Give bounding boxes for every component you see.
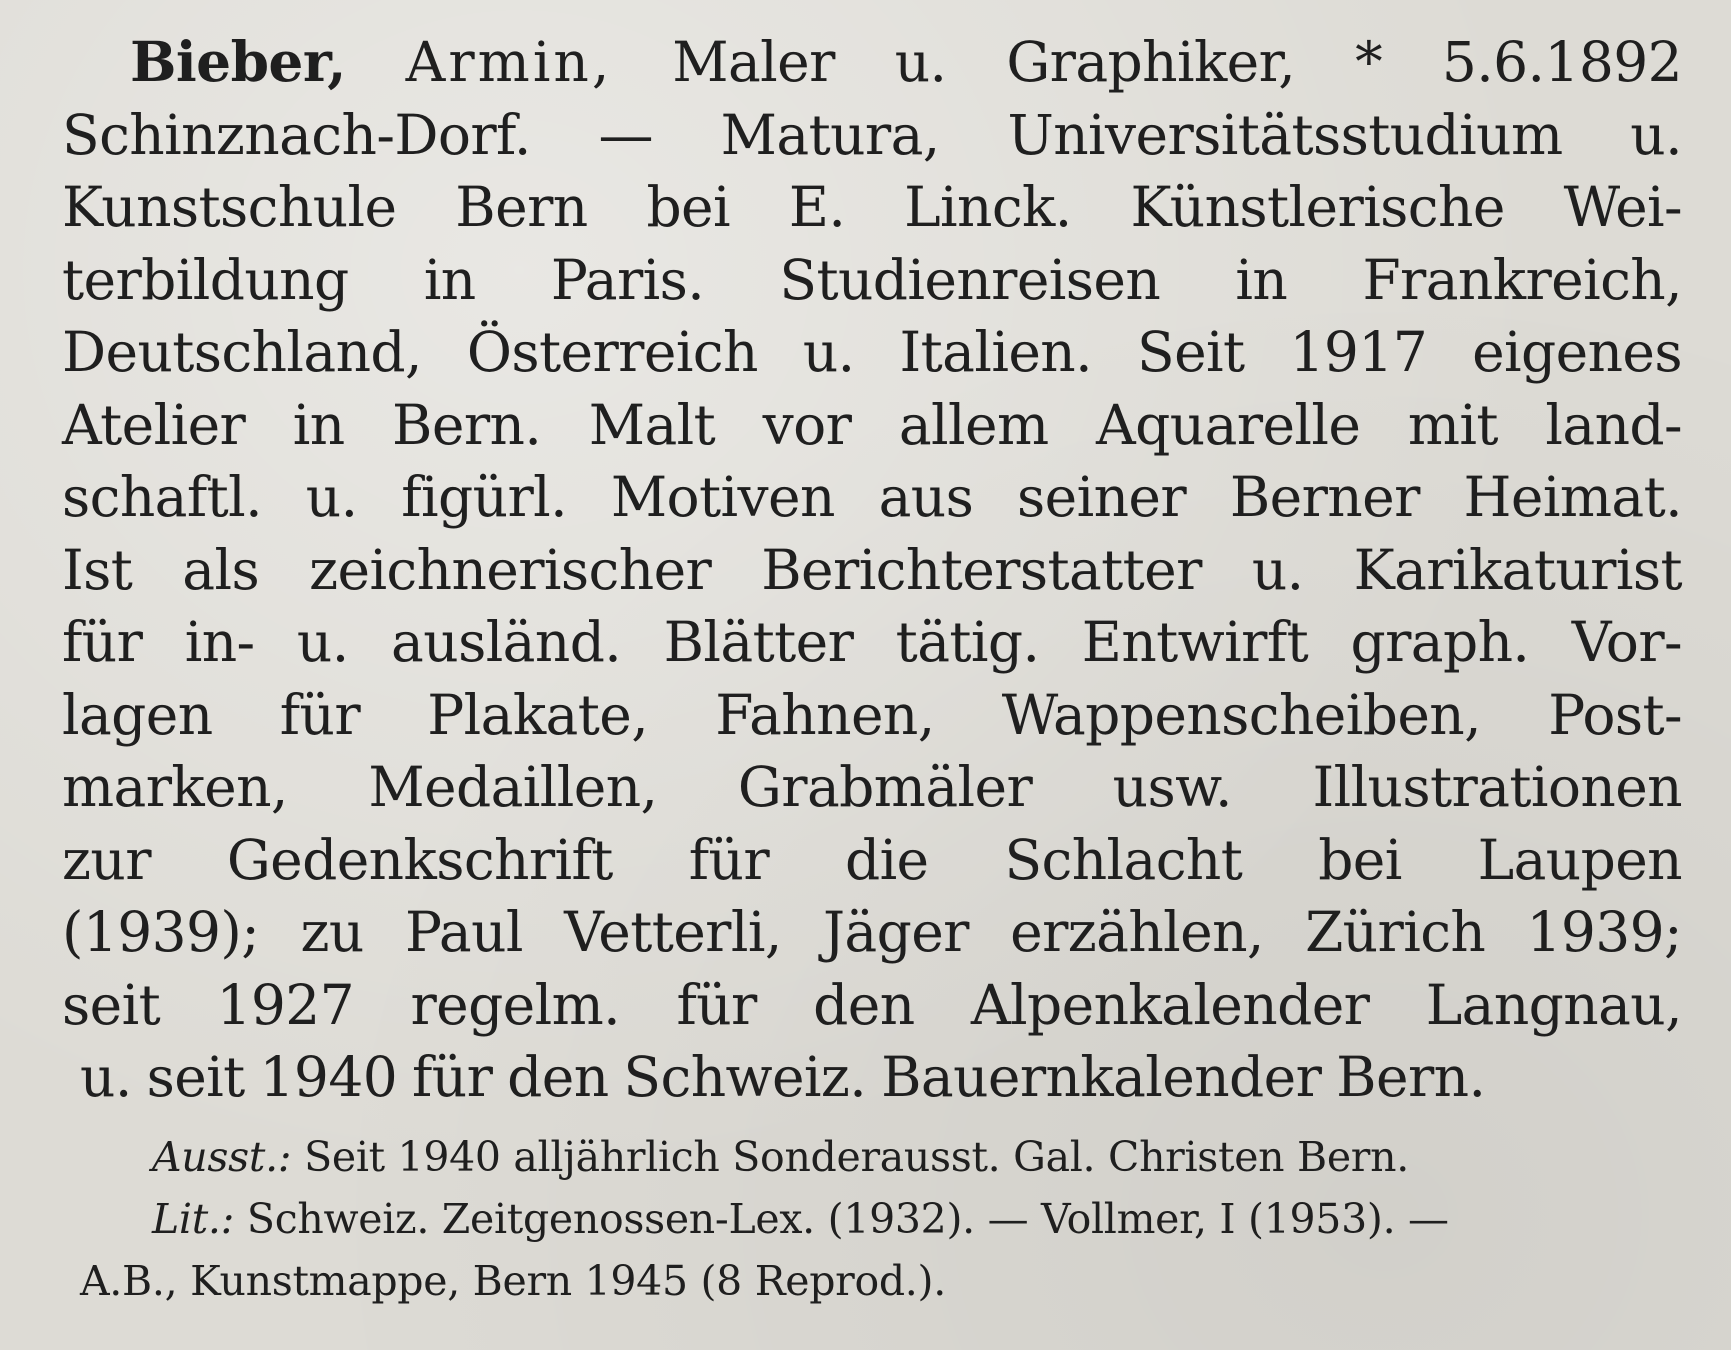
- entry-line-15: u. seit 1940 für den Schweiz. Bauernkalender Bern.: [80, 1045, 1486, 1109]
- entry-surname: Bieber,: [130, 29, 346, 94]
- entry-line-5: Deutschland, Österreich u. Italien. Seit 1917 eigenes: [62, 320, 1682, 384]
- literatur-line: [62, 1188, 1682, 1250]
- literatur-label: Lit.:: [152, 1194, 235, 1243]
- entry-line-9: für in- u. ausländ. Blätter tätig. Entwirft graph. Vor-: [62, 610, 1682, 674]
- entry-line-6: Atelier in Bern. Malt vor allem Aquarelle mit land-: [62, 392, 1682, 457]
- ausstellungen-text: Seit 1940 alljährlich Sonderausst. Gal. Christen Bern.: [304, 1132, 1409, 1181]
- literatur-continuation: A.B., Kunstmappe, Bern 1945 (8 Reprod.).: [80, 1256, 946, 1305]
- ausstellungen-line: [62, 1126, 1682, 1188]
- entry-line-1: [62, 26, 1682, 99]
- ausstellungen-label: Ausst.:: [152, 1132, 292, 1181]
- entry-line-14: seit 1927 regelm. für den Alpenkalender Langnau,: [62, 972, 1682, 1037]
- entry-line-7: schaftl. u. figürl. Motiven aus seiner Berner Heimat.: [62, 465, 1682, 529]
- entry-line-4: terbildung in Paris. Studienreisen in Frankreich,: [62, 247, 1682, 312]
- literatur-text: Schweiz. Zeitgenossen-Lex. (1932). — Vollmer, I (1953). —: [246, 1194, 1449, 1243]
- entry-line-2: Schinznach-Dorf. — Matura, Universitätsstudium u.: [62, 102, 1682, 167]
- entry-line-3: Kunstschule Bern bei E. Linck. Künstlerische Wei-: [62, 175, 1682, 239]
- entry-first-line-rest: Maler u. Graphiker, * 5.6.1892: [672, 30, 1683, 94]
- entry-line-10: lagen für Plakate, Fahnen, Wappenscheiben, Post-: [62, 682, 1682, 747]
- entry-references: [62, 1126, 1682, 1312]
- entry-line-8: Ist als zeichnerischer Berichterstatter u. Karikaturist: [62, 537, 1682, 602]
- entry-line-12: zur Gedenkschrift für die Schlacht bei Laupen: [62, 827, 1682, 892]
- lexicon-entry: [62, 26, 1682, 1312]
- entry-line-13: (1939); zu Paul Vetterli, Jäger erzählen, Zürich 1939;: [62, 900, 1682, 964]
- entry-line-11: marken, Medaillen, Grabmäler usw. Illustrationen: [62, 755, 1682, 819]
- entry-given-name: Armin,: [405, 30, 613, 94]
